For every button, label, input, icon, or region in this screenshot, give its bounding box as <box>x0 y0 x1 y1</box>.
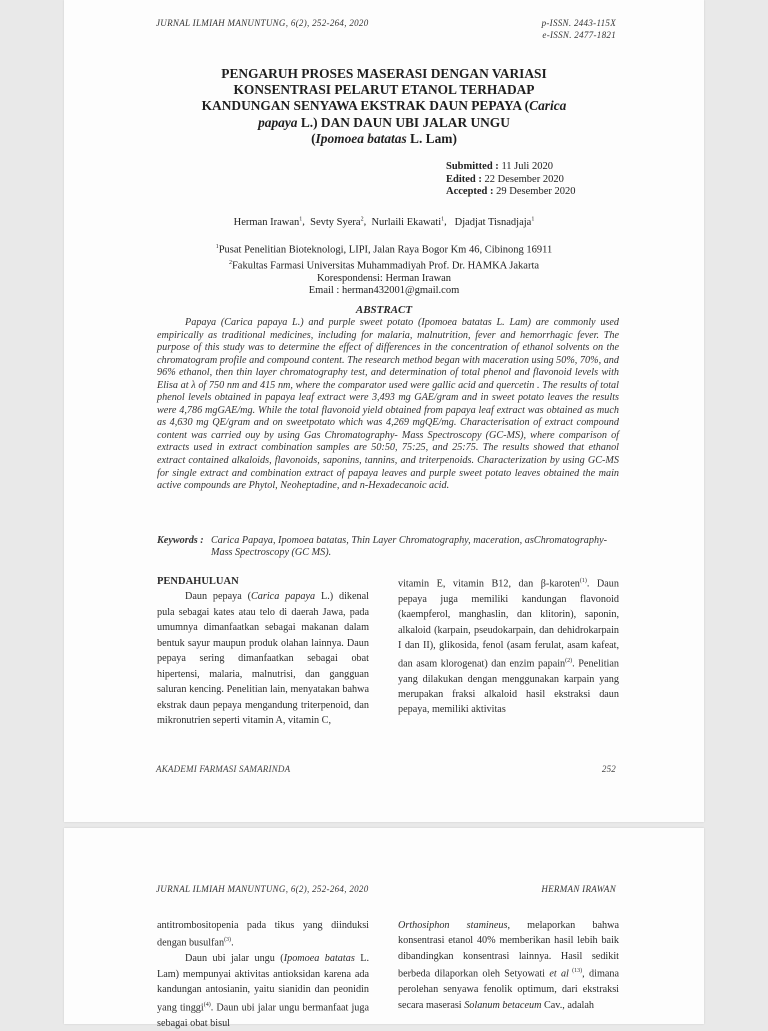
section-heading: PENDAHULUAN <box>157 576 239 587</box>
title-line: KANDUNGAN SENYAWA EKSTRAK DAUN PEPAYA (Carica <box>201 98 567 114</box>
paragraph: antitrombositopenia pada tikus yang diinduksi dengan busulfan$^{(3)}$. <box>157 920 369 949</box>
left-column <box>157 574 369 729</box>
correspondence: Korespondensi: Herman Irawan <box>316 272 452 284</box>
author: Sevty Syera$^2$ <box>310 216 364 228</box>
paragraph: vitamin E, vitamin B12, dan β-karoten$^{(1)}$. Daun pepaya juga memiliki kandungan flavonoid (kaempferol, manghaslin, dan klitorin), saponin, alkaloid (karpain, pseudokarpain, dan dehidrokarpain I dan II), glikosida, fenol (asam ferulat, asam kafeat, dan asam klorogenat) dan enzim papain$^{(2)}$. Penelitian yang dilakukan dengan menggunakan karpain yang merupakan fraksi alkaloid hasil ekstraksi daun pepaya, memiliki aktivitas <box>398 578 620 716</box>
article-title <box>64 66 704 147</box>
right-column <box>398 918 619 1013</box>
author: Herman Irawan$^1$ <box>233 216 303 228</box>
journal-page-2 <box>64 828 704 1029</box>
left-column <box>157 918 369 1031</box>
paragraph: Daun ubi jalar ungu (Ipomoea batatas L. Lam) mempunyai aktivitas antioksidan karena ada kandungan antosianin, yaitu sianidin dan peonidin yang tinggi$^{(4)}$. Daun ubi jalar ungu bermanfaat juga sebagai obat bisul <box>157 953 370 1029</box>
submission-dates <box>446 161 575 199</box>
p-issn: p-ISSN. 2443-115X <box>541 18 616 28</box>
email: Email : herman432001@gmail.com <box>308 285 460 297</box>
title-line: (Ipomoea batatas L. Lam) <box>311 130 457 146</box>
right-column <box>398 574 619 718</box>
title-line: PENGARUH PROSES MASERASI DENGAN VARIASI <box>221 66 547 81</box>
abstract-heading: ABSTRACT <box>355 304 413 316</box>
running-header-left: JURNAL ILMIAH MANUNTUNG, 6(2), 252-264, 2020 <box>156 18 369 28</box>
affiliations <box>64 241 704 298</box>
paragraph: Orthosiphon stamineus, melaporkan bahwa konsentrasi etanol 40% memberikan hasil lebih baik dibandingkan konsentrasi lainnya. Hasil sedikit berbeda dilaporkan oleh Setyowati et al $^{(13)}$, dimana perolehan senyawa fenolik optimum, dari ekstraksi secara maserasi Solanum betaceum Cav., adalah <box>398 920 620 1011</box>
footer-publisher: AKADEMI FARMASI SAMARINDA <box>156 764 291 774</box>
edited-date: Edited : 22 Desember 2020 <box>446 173 564 185</box>
keywords-text: Carica Papaya, Ipomoea batatas, Thin Layer Chromatography, maceration, asChromatography-Mass Spectroscopy (GC MS). <box>211 535 607 559</box>
author: Djadjat Tisnadjaja$^1$ <box>454 216 535 228</box>
accepted-date: Accepted : 29 Desember 2020 <box>446 186 576 197</box>
author-list: Herman Irawan$^1$, Sevty Syera$^2$, Nurlaili Ekawati$^1$, Djadjat Tisnadjaja$^1$ <box>233 216 535 228</box>
keywords-label: Keywords : <box>157 535 204 546</box>
title-line: papaya L.) DAN DAUN UBI JALAR UNGU <box>258 114 510 130</box>
paragraph: Daun pepaya (Carica papaya L.) dikenal pula sebagai kates atau telo di daerah Jawa, pada umumnya dimanfaatkan sebagai makanan dalam bentuk sayur maupun produk olahan lainnya. Daun pepaya sering dimanfaatkan sebagai obat hipertensi, malaria, malnutrisi, dan gangguan saluran kencing. Penelitian lain, menyatakan bahwa ekstrak daun pepaya mengandung triterpenoid, dan mikronutrien seperti vitamin A, vitamin C, <box>157 591 369 727</box>
author: Nurlaili Ekawati$^1$ <box>371 216 445 228</box>
running-header-left: JURNAL ILMIAH MANUNTUNG, 6(2), 252-264, 2020 <box>156 884 369 894</box>
abstract-body: Papaya (Carica papaya L.) and purple sweet potato (Ipomoea batatas L. Lam) are commonly used empirically as traditional medicines, including for malaria, malnutrition, fever and hemorrhagic fever. The purpose of this study was to determine the effect of differences in the concentration of ethanol solvents on the chromatogram profile and compound content. The research method began with maceration using 50%, 70%, and 96% ethanol, then thin layer chromatography test, and determination of total phenol and flavonoid levels with Elisa at λ of 750 nm and 415 nm, where the comparator used were gallic acid and quercetin . The results of total phenol levels obtained in papaya leaf extract were 3,493 mg GAE/gram and in sweet potato leaves the results were 4,786 mgGAE/mg. While the total flavonoid yield obtained from papaya leaf extract was obtained as much as 4,630 mg QE/gram and on sweetpotato which was 4,269 mgQE/mg. Characterisation of extract compound content was carried ouy by using Gas Chromatography- Mass Spectroscopy (GC-MS), where comparison of extracts used in extract combination samples are 50:50, 75:25, and 25:75. The results showed that ethanol extract contained alkaloids, flavonoids, saponins, tannins, and triterpenoids. Characterization by using GC-MS for single extract and combination extract of papaya leaves and purple sweet potato leaves obtained the main active compounds are Phytol, Neoheptadine, and n-Hexadecanoic acid. <box>157 317 619 492</box>
title-line: KONSENTRASI PELARUT ETANOL TERHADAP <box>233 82 535 98</box>
submitted-date: Submitted : 11 Juli 2020 <box>446 161 553 172</box>
keywords <box>157 535 619 560</box>
e-issn: e-ISSN. 2477-1821 <box>542 30 616 40</box>
running-header-author: HERMAN IRAWAN <box>541 884 616 894</box>
affiliation-1: $^1$Pusat Penelitian Bioteknologi, LIPI, Jalan Raya Bogor Km 46, Cibinong 16911 <box>215 244 553 256</box>
page-number: 252 <box>601 764 616 774</box>
journal-page-1 <box>64 0 704 822</box>
affiliation-2: $^2$Fakultas Farmasi Universitas Muhammadiyah Prof. Dr. HAMKA Jakarta <box>228 259 540 272</box>
